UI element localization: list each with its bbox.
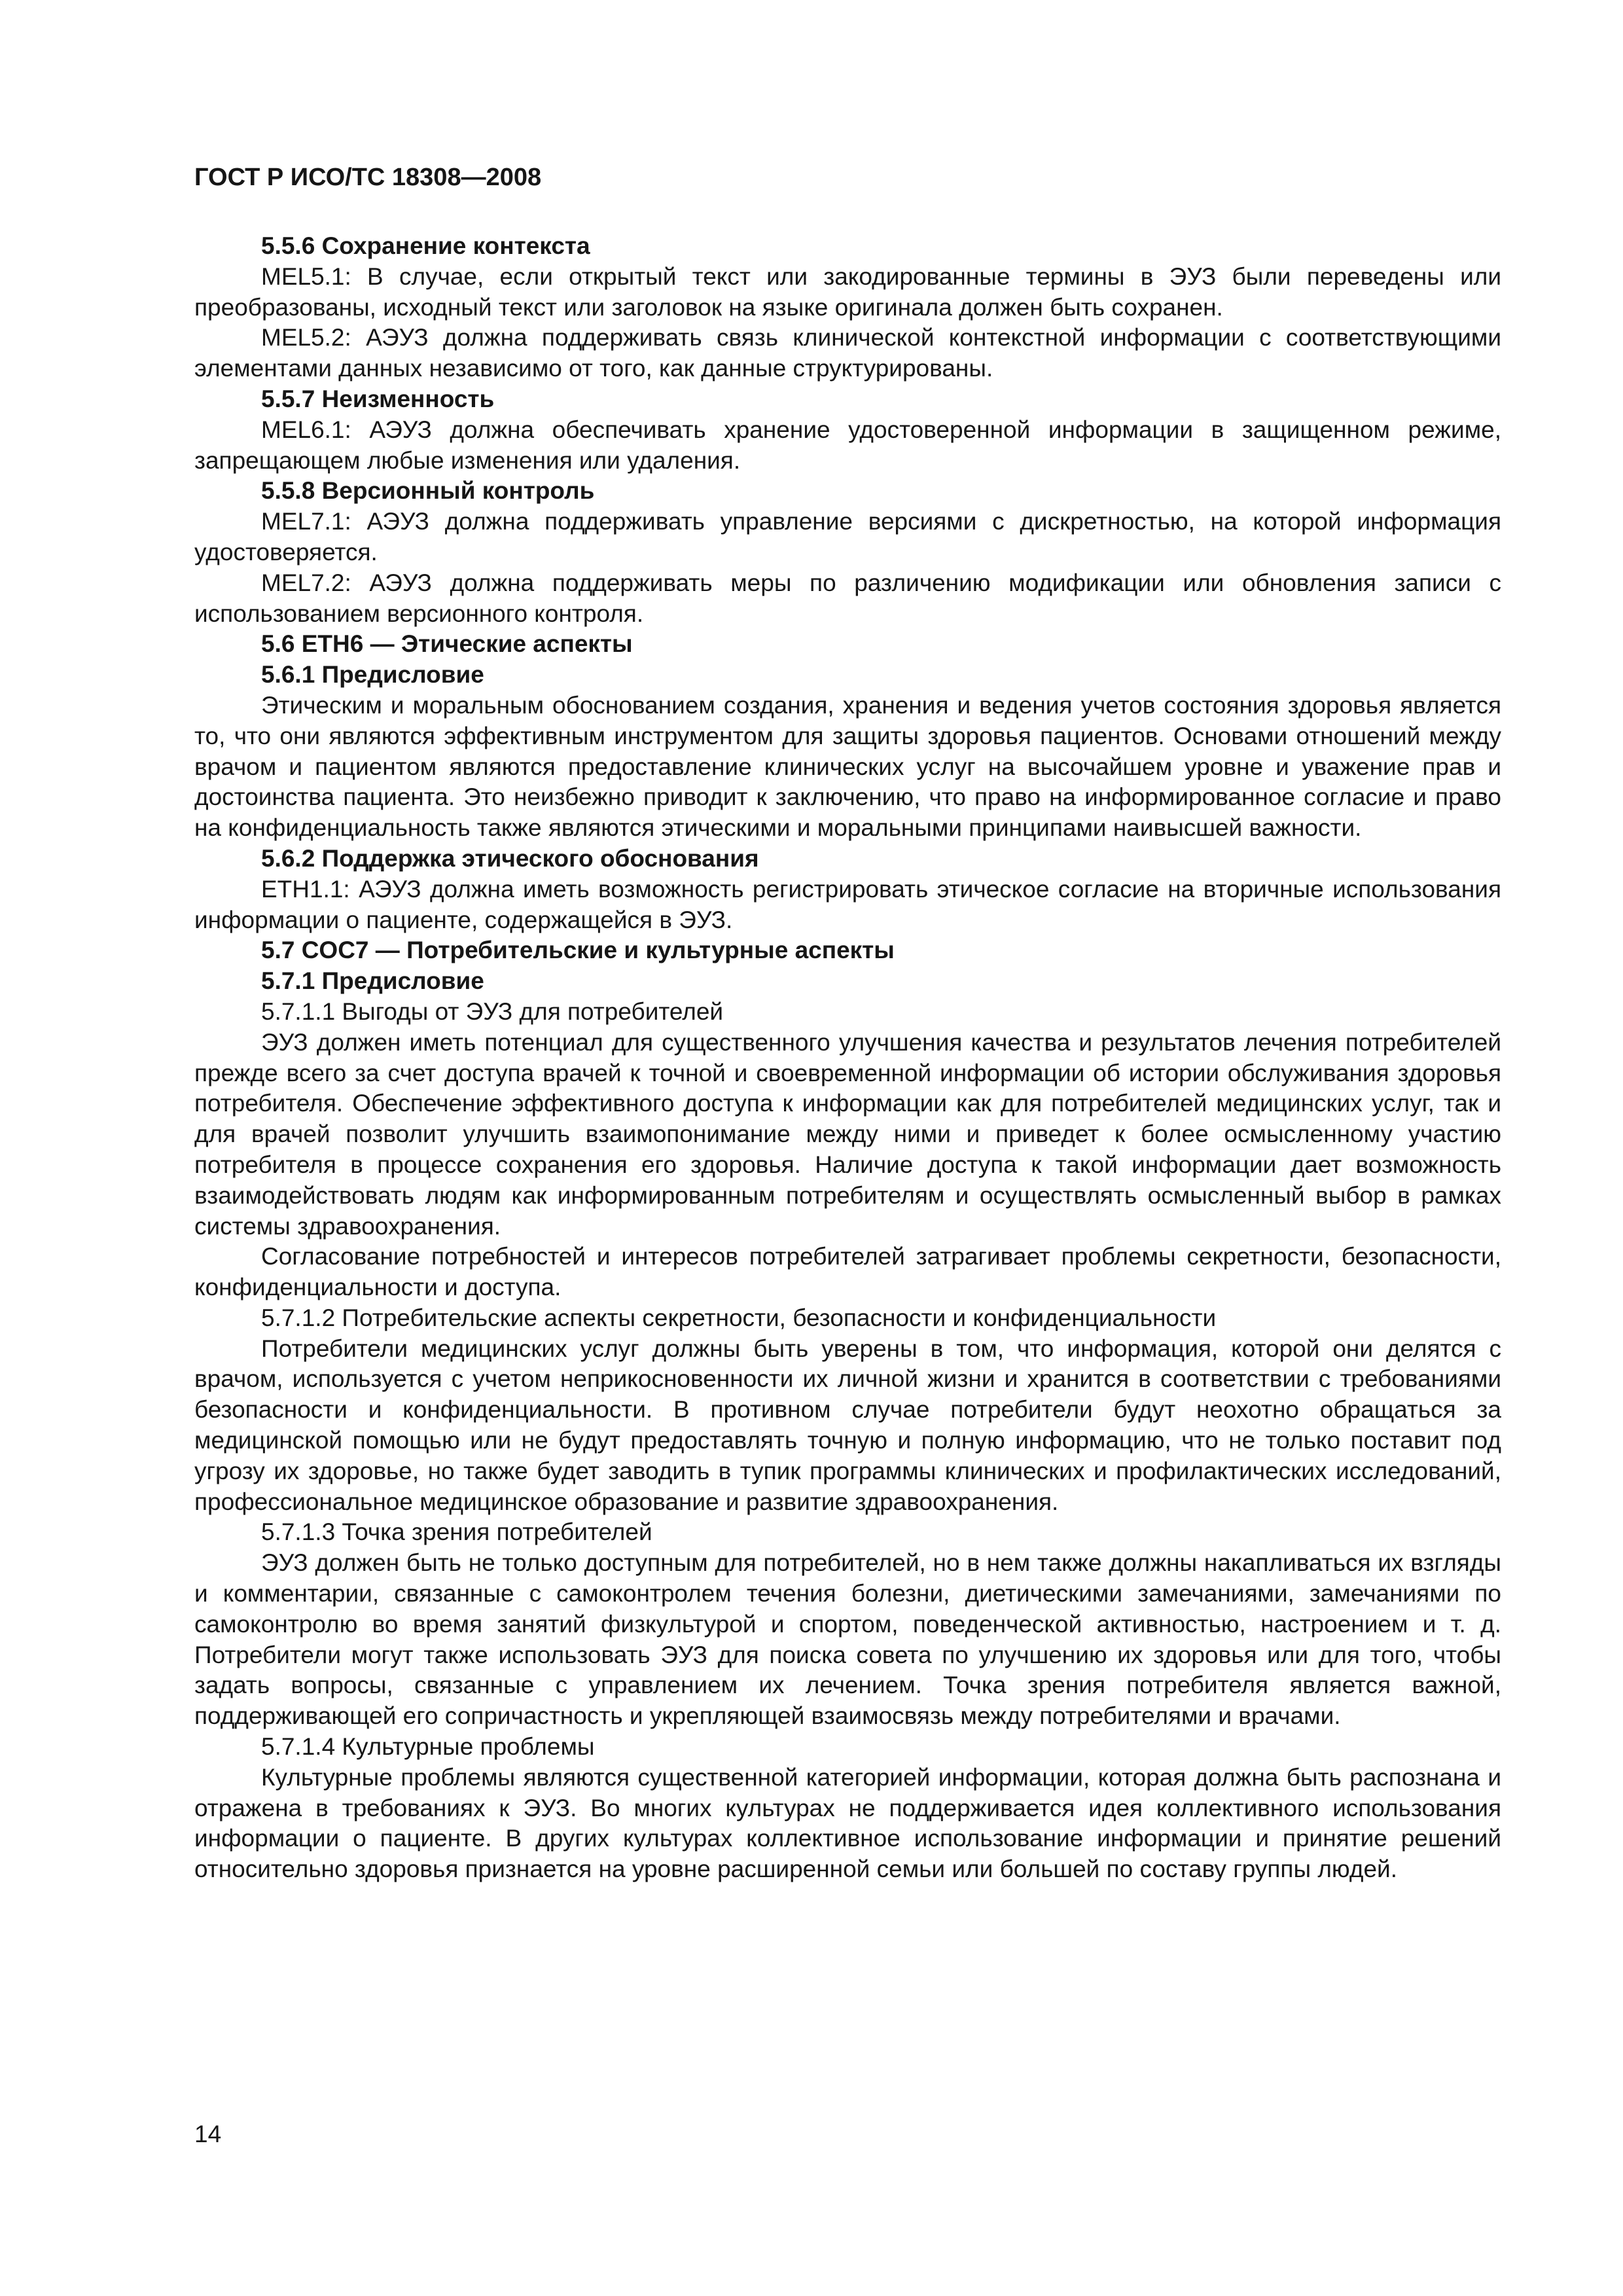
heading-5-7-1: 5.7.1 Предисловие (261, 967, 484, 995)
heading-5-5-6: 5.5.6 Сохранение контекста (261, 232, 590, 259)
paragraph-mel6-1: MEL6.1: АЭУЗ должна обеспечивать хранение удостоверенной информации в защищенном режиме, запрещающем любые изменения или удаления. (194, 416, 1501, 474)
subheading-5-7-1-1: 5.7.1.1 Выгоды от ЭУЗ для потребителей (261, 997, 724, 1025)
heading-5-5-8: 5.5.8 Версионный контроль (261, 477, 595, 505)
paragraph-consumer-benefits: ЭУЗ должен иметь потенциал для существенного улучшения качества и результатов лечения потребителей прежде всего за счет доступа врачей к точной и своевременной информации об истории обслуживания здоровья потребителя. Обеспечение эффективного доступа к информации как для потребителей медицинских услуг, так и для врачей позволит улучшить взаимопонимание между ними и приведет к более осмысленному участию потребителя в процессе сохранения его здоровья. Наличие доступа к такой информации дает возможность взаимодействовать людям как информированным потребителям и осуществлять осмысленный выбор в рамках системы здравоохранения. (194, 1028, 1501, 1240)
paragraph-cultural: Культурные проблемы являются существенной категорией информации, которая должна быть распознана и отражена в требованиях к ЭУЗ. Во многих культурах не поддерживается идея коллективного использования информации о пациенте. В других культурах коллективное использование информации и принятие решений относительно здоровья признается на уровне расширенной семьи или большей по составу группы людей. (194, 1763, 1501, 1883)
paragraph-consumer-interests: Согласование потребностей и интересов потребителей затрагивает проблемы секретности, безопасности, конфиденциальности и доступа. (194, 1243, 1501, 1301)
document-header: ГОСТ Р ИСО/ТС 18308—2008 (194, 164, 542, 191)
heading-5-5-7: 5.5.7 Неизменность (261, 385, 495, 412)
paragraph-mel7-2: MEL7.2: АЭУЗ должна поддерживать меры по различению модификации или обновления записи с использованием версионного контроля. (194, 569, 1501, 627)
paragraph-eth1-1: ETH1.1: АЭУЗ должна иметь возможность регистрировать этическое согласие на вторичные использования информации о пациенте, содержащейся в ЭУЗ. (194, 875, 1501, 933)
paragraph-mel5-1: MEL5.1: В случае, если открытый текст или закодированные термины в ЭУЗ были переведены или преобразованы, исходный текст или заголовок на языке оригинала должен быть сохранен. (194, 262, 1501, 321)
page-number: 14 (194, 2121, 222, 2147)
paragraph-ethics-intro: Этическим и моральным обоснованием создания, хранения и ведения учетов состояния здоровья является то, что они являются эффективным инструментом для защиты здоровья пациентов. Основами отношений между врачом и пациентом являются предоставление клинических услуг на высочайшем уровне и уважение прав и достоинства пациента. Это неизбежно приводит к заключению, что право на информированное согласие и право на конфиденциальность также являются этическими и моральными принципами наивысшей важности. (194, 691, 1501, 842)
paragraph-mel5-2: MEL5.2: АЭУЗ должна поддерживать связь клинической контекстной информации с соответствующими элементами данных независимо от того, как данные структурированы. (194, 324, 1501, 382)
subheading-5-7-1-4: 5.7.1.4 Культурные проблемы (261, 1733, 595, 1761)
heading-5-6: 5.6 ETH6 — Этические аспекты (261, 630, 633, 658)
paragraph-consumer-view: ЭУЗ должен быть не только доступным для потребителей, но в нем также должны накапливаться их взгляды и комментарии, связанные с самоконтролем течения болезни, диетическими замечаниями, замечаниями по самоконтролю во время занятий физкультурой и спортом, поведенческой активностью, настроением и т. д. Потребители могут также использовать ЭУЗ для поиска совета по улучшению их здоровья или для того, чтобы задать вопросы, связанные с управлением их лечением. Точка зрения потребителя является важной, поддерживающей его сопричастность и укрепляющей взаимосвязь между потребителями и врачами. (194, 1549, 1501, 1730)
paragraph-mel7-1: MEL7.1: АЭУЗ должна поддерживать управление версиями с дискретностью, на которой информация удостоверяется. (194, 508, 1501, 565)
heading-5-6-1: 5.6.1 Предисловие (261, 661, 484, 689)
heading-5-7: 5.7 COC7 — Потребительские и культурные аспекты (261, 937, 895, 964)
subheading-5-7-1-2: 5.7.1.2 Потребительские аспекты секретности, безопасности и конфиденциальности (261, 1304, 1217, 1331)
document-body (194, 231, 1501, 1885)
paragraph-privacy: Потребители медицинских услуг должны быть уверены в том, что информация, которой они делятся с врачом, используется с учетом неприкосновенности их личной жизни и хранится в соответствии с требованиями безопасности и конфиденциальности. В противном случае потребители будут неохотно обращаться за медицинской помощью или не будут предоставлять точную и полную информацию, что не только поставит под угрозу их здоровье, но также будет заводить в тупик программы клинических и профилактических исследований, профессиональное медицинское образование и развитие здравоохранения. (194, 1335, 1501, 1515)
heading-5-6-2: 5.6.2 Поддержка этического обоснования (261, 844, 759, 872)
subheading-5-7-1-3: 5.7.1.3 Точка зрения потребителей (261, 1518, 652, 1546)
